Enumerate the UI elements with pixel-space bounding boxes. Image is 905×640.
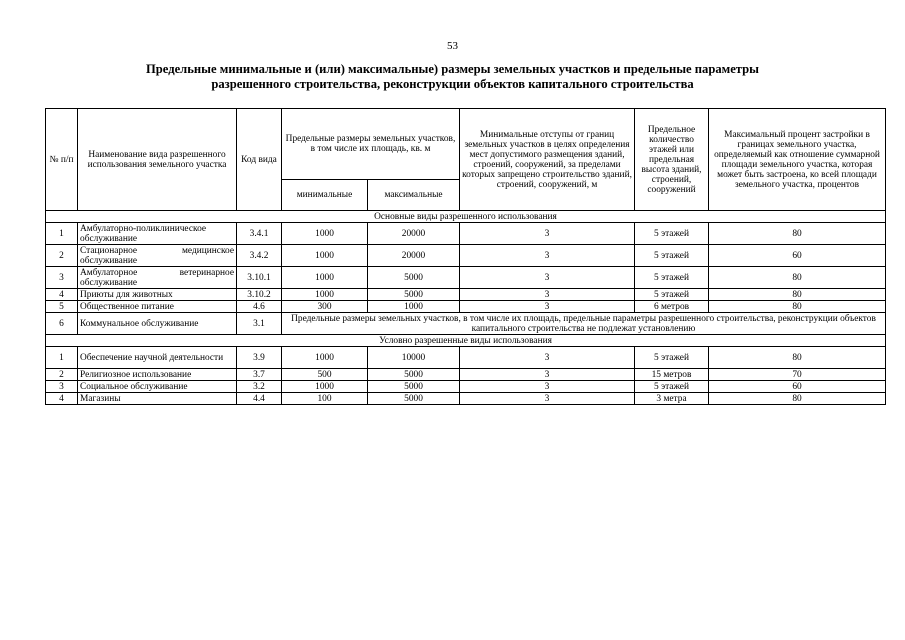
cell-setback: 3 xyxy=(460,223,635,245)
cell-max: 20000 xyxy=(368,223,460,245)
cell-percent: 80 xyxy=(709,347,886,369)
table-row xyxy=(46,267,886,289)
cell-floors: 5 этажей xyxy=(635,267,709,289)
cell-code: 3.10.1 xyxy=(237,267,282,289)
cell-setback: 3 xyxy=(460,381,635,393)
document-title xyxy=(60,62,845,92)
cell-percent: 80 xyxy=(709,267,886,289)
cell-setback: 3 xyxy=(460,245,635,267)
cell-percent: 80 xyxy=(709,223,886,245)
cell-note: Предельные размеры земельных участков, в том числе их площадь, предельные параметры разрешенного строительства, реконструкции объектов капитального строительства не подлежат установлению xyxy=(282,313,886,335)
header-min: минимальные xyxy=(282,180,368,211)
cell-min: 1000 xyxy=(282,381,368,393)
cell-name: Социальное обслуживание xyxy=(78,381,237,393)
cell-name: Амбулаторно-поликлиническое обслуживание xyxy=(78,223,237,245)
cell-floors: 15 метров xyxy=(635,369,709,381)
cell-percent: 60 xyxy=(709,245,886,267)
cell-code: 3.10.2 xyxy=(237,289,282,301)
cell-max: 5000 xyxy=(368,381,460,393)
table-row xyxy=(46,245,886,267)
table-row xyxy=(46,381,886,393)
cell-name: Общественное питание xyxy=(78,301,237,313)
parameters-table xyxy=(45,108,886,405)
header-floors: Предельное количество этажей или предельная высота зданий, строений, сооружений xyxy=(635,109,709,211)
cell-floors: 5 этажей xyxy=(635,245,709,267)
cell-code: 3.9 xyxy=(237,347,282,369)
cell-floors: 5 этажей xyxy=(635,347,709,369)
cell-min: 300 xyxy=(282,301,368,313)
table-row xyxy=(46,313,886,335)
cell-percent: 70 xyxy=(709,369,886,381)
cell-code: 3.4.2 xyxy=(237,245,282,267)
cell-percent: 80 xyxy=(709,289,886,301)
table-row xyxy=(46,223,886,245)
section-main-title: Основные виды разрешенного использования xyxy=(46,211,886,223)
cell-min: 100 xyxy=(282,393,368,405)
cell-floors: 5 этажей xyxy=(635,289,709,301)
cell-name: Обеспечение научной деятельности xyxy=(78,347,237,369)
table-row xyxy=(46,289,886,301)
cell-percent: 80 xyxy=(709,301,886,313)
cell-floors: 6 метров xyxy=(635,301,709,313)
section-conditional-title: Условно разрешенные виды использования xyxy=(46,335,886,347)
cell-max: 5000 xyxy=(368,267,460,289)
cell-name: Коммунальное обслуживание xyxy=(78,313,237,335)
cell-max: 5000 xyxy=(368,393,460,405)
cell-name: Магазины xyxy=(78,393,237,405)
cell-num: 4 xyxy=(46,393,78,405)
cell-min: 1000 xyxy=(282,267,368,289)
header-sizes: Предельные размеры земельных участков, в том числе их площадь, кв. м xyxy=(282,109,460,180)
cell-setback: 3 xyxy=(460,267,635,289)
cell-name: Религиозное использование xyxy=(78,369,237,381)
cell-num: 2 xyxy=(46,245,78,267)
cell-min: 1000 xyxy=(282,223,368,245)
header-max: максимальные xyxy=(368,180,460,211)
cell-min: 500 xyxy=(282,369,368,381)
cell-min: 1000 xyxy=(282,289,368,301)
cell-percent: 80 xyxy=(709,393,886,405)
cell-num: 2 xyxy=(46,369,78,381)
table-row xyxy=(46,301,886,313)
page-number: 53 xyxy=(447,40,458,52)
cell-num: 4 xyxy=(46,289,78,301)
cell-max: 10000 xyxy=(368,347,460,369)
header-name: Наименование вида разрешенного использования земельного участка xyxy=(78,109,237,211)
cell-floors: 5 этажей xyxy=(635,381,709,393)
cell-percent: 60 xyxy=(709,381,886,393)
header-percent: Максимальный процент застройки в границах земельного участка, определяемый как отношение суммарной площади земельного участка, которая может быть застроена, ко всей площади земельного участка, процентов xyxy=(709,109,886,211)
cell-max: 1000 xyxy=(368,301,460,313)
cell-setback: 3 xyxy=(460,347,635,369)
cell-num: 5 xyxy=(46,301,78,313)
cell-min: 1000 xyxy=(282,245,368,267)
header-setback: Минимальные отступы от границ земельных участков в целях определения мест допустимого размещения зданий, строений, сооружений, за пределами которых запрещено строительство зданий, строений, сооружений, м xyxy=(460,109,635,211)
cell-num: 3 xyxy=(46,267,78,289)
cell-code: 3.7 xyxy=(237,369,282,381)
cell-max: 5000 xyxy=(368,369,460,381)
cell-name: Приюты для животных xyxy=(78,289,237,301)
cell-floors: 5 этажей xyxy=(635,223,709,245)
table-row xyxy=(46,393,886,405)
cell-min: 1000 xyxy=(282,347,368,369)
cell-code: 4.4 xyxy=(237,393,282,405)
title-line-2: разрешенного строительства, реконструкции объектов капитального строительства xyxy=(211,77,694,91)
title-line-1: Предельные минимальные и (или) максимальные) размеры земельных участков и предельные параметры xyxy=(146,62,759,76)
header-code: Код вида xyxy=(237,109,282,211)
cell-num: 1 xyxy=(46,347,78,369)
table-row xyxy=(46,369,886,381)
cell-code: 3.2 xyxy=(237,381,282,393)
cell-setback: 3 xyxy=(460,301,635,313)
cell-code: 3.4.1 xyxy=(237,223,282,245)
header-num: № п/п xyxy=(46,109,78,211)
cell-max: 20000 xyxy=(368,245,460,267)
cell-max: 5000 xyxy=(368,289,460,301)
cell-num: 1 xyxy=(46,223,78,245)
cell-num: 3 xyxy=(46,381,78,393)
cell-num: 6 xyxy=(46,313,78,335)
cell-code: 4.6 xyxy=(237,301,282,313)
cell-code: 3.1 xyxy=(237,313,282,335)
cell-setback: 3 xyxy=(460,393,635,405)
cell-setback: 3 xyxy=(460,289,635,301)
cell-name: Амбулаторное ветеринарное обслуживание xyxy=(78,267,237,289)
table-row xyxy=(46,347,886,369)
cell-name: Стационарное медицинское обслуживание xyxy=(78,245,237,267)
cell-setback: 3 xyxy=(460,369,635,381)
cell-floors: 3 метра xyxy=(635,393,709,405)
